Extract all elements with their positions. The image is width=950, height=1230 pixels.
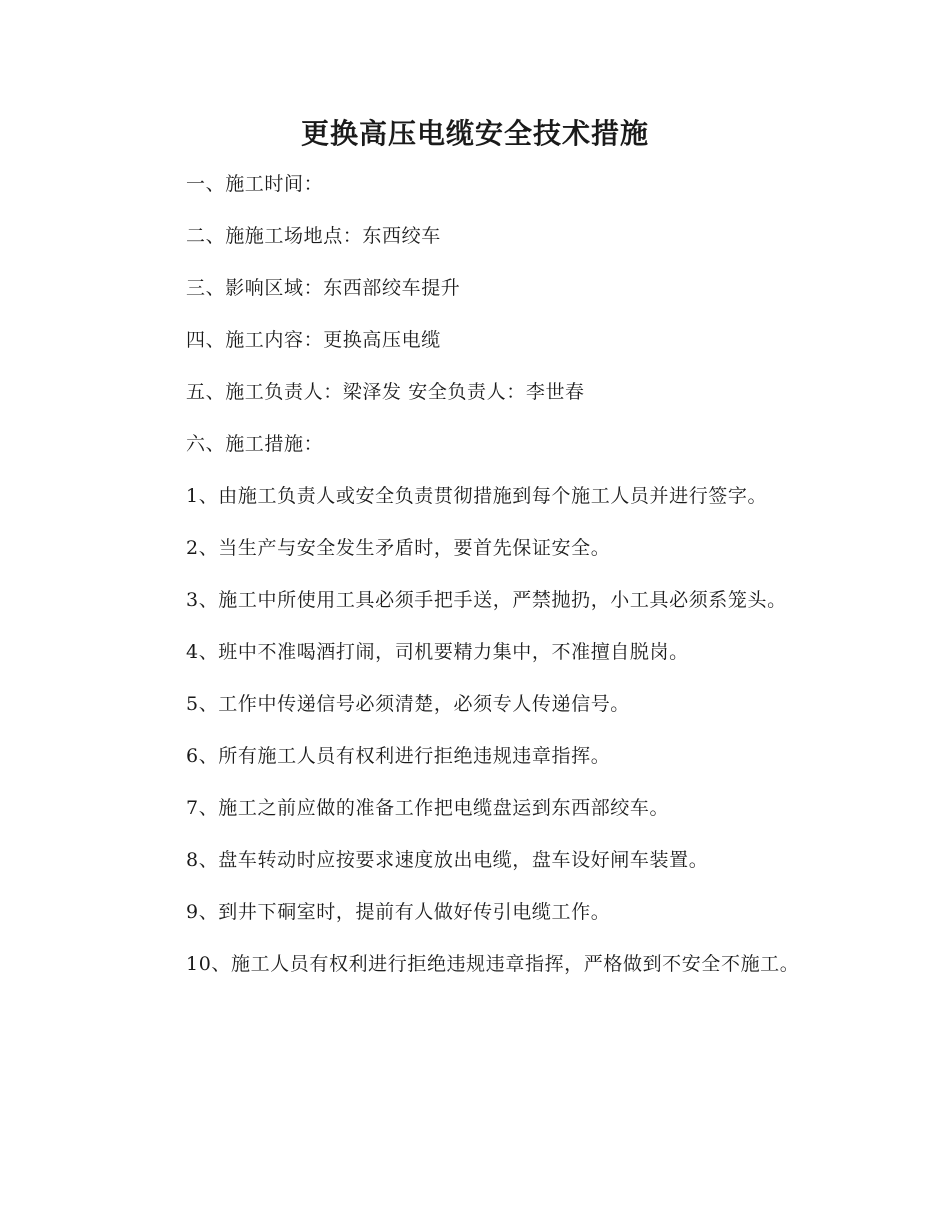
measure-item-9: 9、到井下硐室时，提前有人做好传引电缆工作。: [186, 901, 611, 923]
measure-item-3: 3、施工中所使用工具必须手把手送，严禁抛扔，小工具必须系笼头。: [186, 589, 787, 611]
document-title: 更换高压电缆安全技术措施: [300, 117, 649, 150]
measure-item-7: 7、施工之前应做的准备工作把电缆盘运到东西部绞车。: [186, 797, 670, 819]
measure-item-1: 1、由施工负责人或安全负责贯彻措施到每个施工人员并进行签字。: [186, 485, 768, 507]
measure-item-2: 2、当生产与安全发生矛盾时，要首先保证安全。: [186, 537, 611, 559]
section-construction-location: 二、施施工场地点：东西绞车: [186, 225, 441, 247]
section-responsible-persons: 五、施工负责人：梁泽发 安全负责人：李世春: [186, 381, 585, 403]
document-body: [142, 166, 810, 998]
section-construction-measures: 六、施工措施：: [186, 433, 324, 455]
section-affected-area: 三、影响区域：东西部绞车提升: [186, 277, 461, 299]
measure-item-8: 8、盘车转动时应按要求速度放出电缆，盘车设好闸车装置。: [186, 849, 709, 871]
section-construction-time: 一、施工时间：: [186, 173, 324, 195]
measure-item-6: 6、所有施工人员有权利进行拒绝违规违章指挥。: [186, 745, 611, 767]
measure-item-5: 5、工作中传递信号必须清楚，必须专人传递信号。: [186, 693, 630, 715]
measure-item-4: 4、班中不准喝酒打闹，司机要精力集中，不准擅自脱岗。: [186, 641, 689, 663]
measure-item-10: 10、施工人员有权利进行拒绝违规违章指挥，严格做到不安全不施工。: [186, 953, 800, 975]
section-construction-content: 四、施工内容：更换高压电缆: [186, 329, 441, 351]
